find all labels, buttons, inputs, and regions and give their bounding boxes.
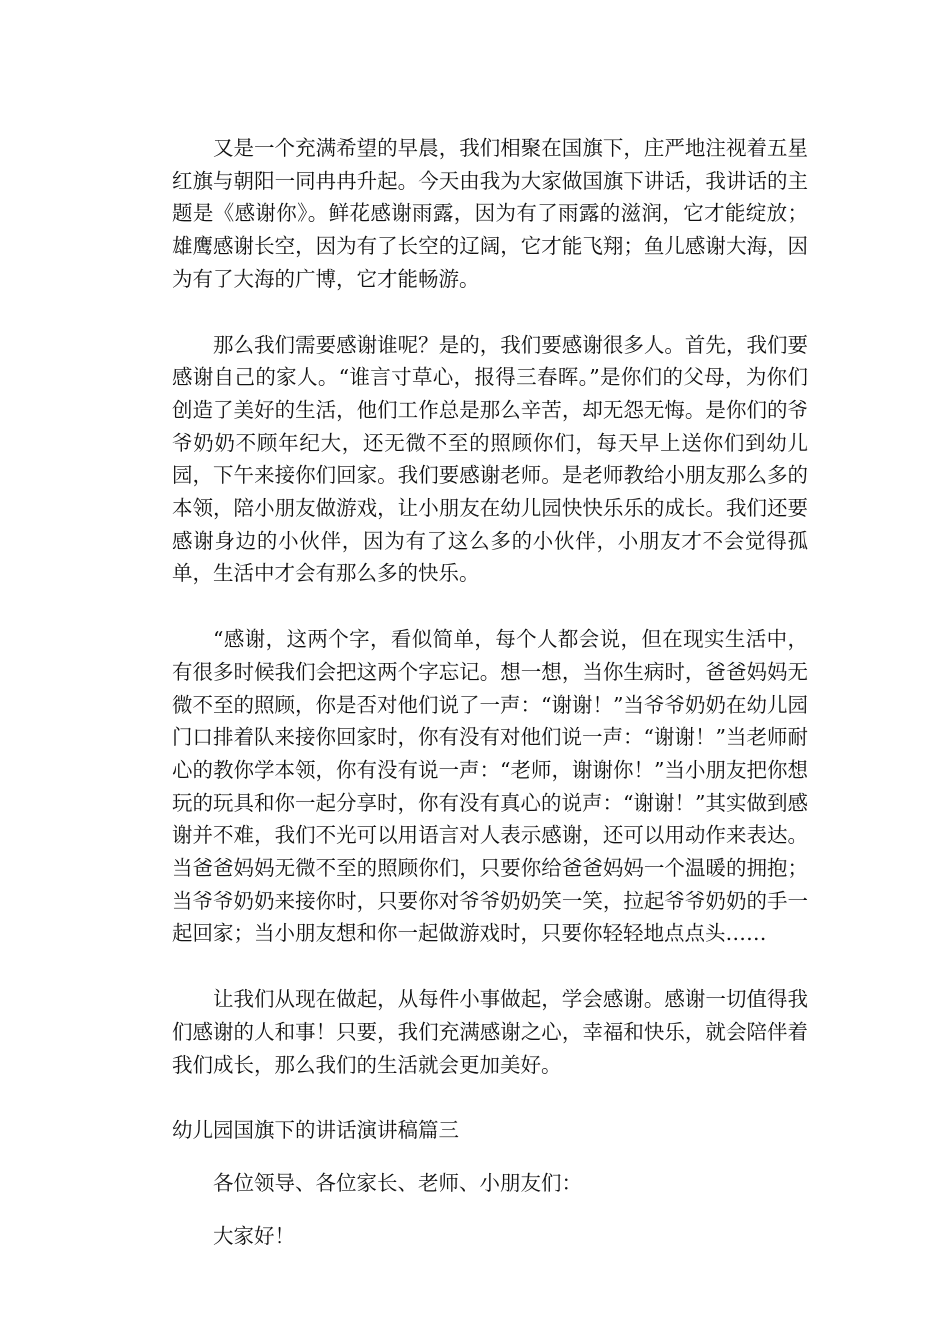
salutation: 各位领导、各位家长、老师、小朋友们： bbox=[213, 1170, 582, 1195]
section-title: 幼儿园国旗下的讲话演讲稿篇三 bbox=[172, 1118, 459, 1143]
paragraph-thank-whom: 那么我们需要感谢谁呢？是的，我们要感谢很多人。首先，我们要感谢自己的家人。“谁言寸草心，报得三春晖。”是你们的父母，为你们创造了美好的生活，他们工作总是那么辛苦，却无怨无悔。是你们的爷爷奶奶不顾年纪大，还无微不至的照顾你们，每天早上送你们到幼儿园，下午来接你们回家。我们要感谢老师。是老师教给小朋友那么多的本领，陪小朋友做游戏，让小朋友在幼儿园快快乐乐的成长。我们还要感谢身边的小伙伴，因为有了这么多的小伙伴，小朋友才不会觉得孤单，生活中才会有那么多的快乐。 bbox=[172, 332, 808, 586]
paragraph-intro: 又是一个充满希望的早晨，我们相聚在国旗下，庄严地注视着五星红旗与朝阳一同冉冉升起。今天由我为大家做国旗下讲话，我讲话的主题是《感谢你》。鲜花感谢雨露，因为有了雨露的滋润，它才能绽放；雄鹰感谢长空，因为有了长空的辽阔，它才能飞翔；鱼儿感谢大海，因为有了大海的广博，它才能畅游。 bbox=[172, 136, 808, 291]
document-body bbox=[172, 132, 808, 1272]
paragraph-conclusion: 让我们从现在做起，从每件小事做起，学会感谢。感谢一切值得我们感谢的人和事！只要，我们充满感谢之心，幸福和快乐，就会陪伴着我们成长，那么我们的生活就会更加美好。 bbox=[172, 987, 808, 1077]
greeting: 大家好！ bbox=[213, 1223, 295, 1248]
paragraph-how-to-thank: “感谢，这两个字，看似简单，每个人都会说，但在现实生活中，有很多时候我们会把这两个字忘记。想一想，当你生病时，爸爸妈妈无微不至的照顾，你是否对他们说了一声：“谢谢！”当爷爷奶奶在幼儿园门口排着队来接你回家时，你有没有对他们说一声：“谢谢！”当老师耐心的教你学本领，你有没有说一声：“老师，谢谢你！”当小朋友把你想玩的玩具和你一起分享时，你有没有真心的说声：“谢谢！”其实做到感谢并不难，我们不光可以用语言对人表示感谢，还可以用动作来表达。当爸爸妈妈无微不至的照顾你们，只要你给爸爸妈妈一个温暖的拥抱；当爷爷奶奶来接你时，只要你对爷爷奶奶笑一笑，拉起爷爷奶奶的手一起回家；当小朋友想和你一起做游戏时，只要你轻轻地点点头…… bbox=[172, 627, 808, 946]
